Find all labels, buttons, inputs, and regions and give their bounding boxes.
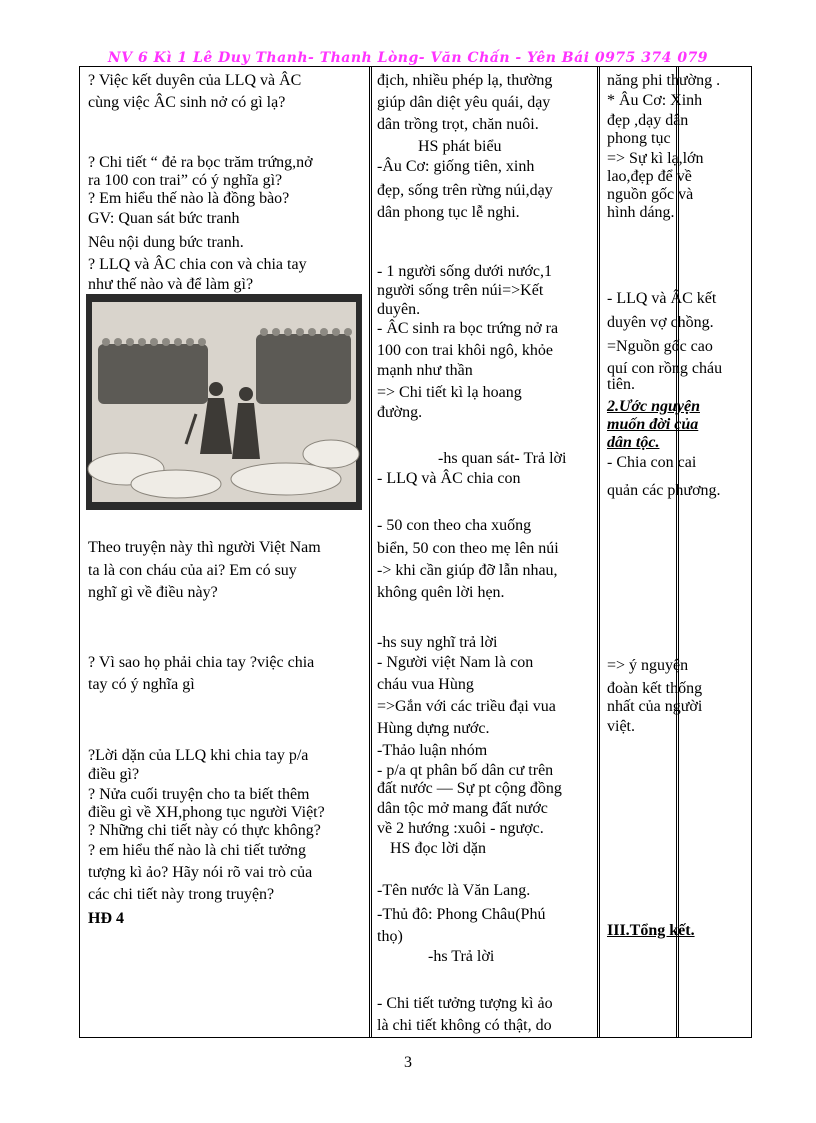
page-header: NV 6 Kì 1 Lê Duy Thanh- Thanh Lòng- Văn Chấn - Yên Bái 0975 374 079 [107, 50, 709, 66]
text-line: -Thủ đô: Phong Châu(Phú [377, 906, 546, 923]
text-line: là chi tiết không có thật, do [377, 1017, 552, 1034]
text-line: đoàn kết thống [607, 680, 703, 697]
text-line: duyên. [377, 301, 421, 318]
text-line: ta là con cháu của ai? Em có suy [88, 562, 297, 579]
text-line: - 1 người sống dưới nước,1 [377, 263, 552, 280]
text-line: Hùng dựng nước. [377, 720, 490, 737]
text-line: - Chia con cai [607, 454, 697, 471]
text-line: địch, nhiều phép lạ, thường [377, 72, 553, 89]
text-line: nguồn gốc và [607, 186, 694, 203]
text-line: -Âu Cơ: giống tiên, xinh [377, 158, 535, 175]
text-line: =>Gắn với các triều đại vua [377, 698, 556, 715]
text-line: hình dáng. [607, 204, 675, 221]
text-line: người sống trên núi=>Kết [377, 282, 544, 299]
text-line: -hs suy nghĩ trả lời [377, 634, 498, 651]
text-line: -> khi cần giúp đỡ lẫn nhau, [377, 562, 558, 579]
text-line: tiên. [607, 376, 635, 393]
text-line: cháu vua Hùng [377, 676, 474, 693]
text-line: -Tên nước là Văn Lang. [377, 882, 531, 899]
text-line: - p/a qt phân bố dân cư trên [377, 762, 554, 779]
text-line: => Sự kì lạ,lớn [607, 150, 704, 167]
text-line: năng phi thường . [607, 72, 721, 89]
text-line: ra 100 con trai” có ý nghĩa gì? [88, 172, 283, 189]
text-line: Theo truyện này thì người Việt Nam [88, 539, 321, 556]
text-line: - 50 con theo cha xuống [377, 517, 532, 534]
text-line: như thế nào và để làm gì? [88, 276, 254, 293]
text-line: thọ) [377, 928, 403, 945]
text-line: các chi tiết này trong truyện? [88, 886, 275, 903]
text-line: ? em hiểu thế nào là chi tiết tưởng [88, 842, 306, 859]
text-line: =Nguồn gốc cao [607, 338, 713, 355]
text-line: => ý nguyện [607, 657, 689, 674]
text-line: về 2 hướng :xuôi - ngược. [377, 820, 544, 837]
text-line: ? Những chi tiết này có thực không? [88, 822, 321, 839]
text-line: điều gì? [88, 766, 140, 783]
section-heading: 2.Ước nguyện [607, 398, 700, 415]
text-line: dân trồng trọt, chăn nuôi. [377, 116, 539, 133]
text-line: phong tục [607, 130, 671, 147]
text-line: điều gì về XH,phong tục người Việt? [88, 804, 325, 821]
text-line: dân tộc mở mang đất nước [377, 800, 548, 817]
text-line: => Chi tiết kì lạ hoang [377, 384, 522, 401]
section-label: HĐ 4 [88, 910, 124, 927]
text-line: -hs Trả lời [428, 948, 495, 965]
text-line: quí con rồng cháu [607, 360, 723, 377]
illustration-image [86, 294, 362, 510]
text-line: đường. [377, 404, 423, 421]
text-line: mạnh như thần [377, 362, 473, 379]
text-line: tay có ý nghĩa gì [88, 676, 195, 693]
text-line: duyên vợ chồng. [607, 314, 714, 331]
text-line: việt. [607, 718, 635, 735]
text-line: lao,đẹp để về [607, 168, 692, 185]
section-heading: dân tộc. [607, 434, 660, 451]
text-line: GV: Quan sát bức tranh [88, 210, 240, 227]
text-line: giúp dân diệt yêu quái, dạy [377, 94, 551, 111]
text-line: cùng việc ÂC sinh nở có gì lạ? [88, 94, 286, 111]
text-line: ? Việc kết duyên của LLQ và ÂC [88, 72, 302, 89]
text-line: tượng kì ảo? Hãy nói rõ vai trò của [88, 864, 313, 881]
text-line: không quên lời hẹn. [377, 584, 505, 601]
text-line: nhất của người [607, 698, 703, 715]
text-line: * Âu Cơ: Xinh [607, 92, 703, 109]
text-line: HS đọc lời dặn [390, 840, 487, 857]
text-line: ?Lời dặn của LLQ khi chia tay p/a [88, 747, 309, 764]
text-line: -Thảo luận nhóm [377, 742, 488, 759]
text-line: 100 con trai khôi ngô, khỏe [377, 342, 553, 359]
text-line: ? Vì sao họ phải chia tay ?việc chia [88, 654, 315, 671]
text-line: - Người việt Nam là con [377, 654, 534, 671]
text-line: ? LLQ và ÂC chia con và chia tay [88, 256, 307, 273]
column-divider [676, 67, 679, 1037]
text-line: Nêu nội dung bức tranh. [88, 234, 244, 251]
text-line: đẹp ,dạy dân [607, 112, 689, 129]
text-line: - ÂC sinh ra bọc trứng nở ra [377, 320, 559, 337]
text-line: nghĩ gì về điều này? [88, 584, 218, 601]
page-number: 3 [404, 1054, 412, 1071]
text-line: - Chi tiết tưởng tượng kì ảo [377, 995, 553, 1012]
text-line: đất nước — Sự pt cộng đồng [377, 780, 562, 797]
text-line: biển, 50 con theo mẹ lên núi [377, 540, 559, 557]
text-line: ? Chi tiết “ đẻ ra bọc trăm trứng,nở [88, 154, 313, 171]
column-divider [369, 67, 372, 1037]
text-line: dân phong tục lễ nghi. [377, 204, 520, 221]
text-line: ? Em hiểu thế nào là đồng bào? [88, 190, 290, 207]
text-line: ? Nửa cuối truyện cho ta biết thêm [88, 786, 310, 803]
column-divider [597, 67, 600, 1037]
text-line: - LLQ và ÂC kết [607, 290, 717, 307]
text-line: HS phát biểu [418, 138, 502, 155]
section-heading: muốn đời của [607, 416, 699, 433]
text-line: quản các phương. [607, 482, 721, 499]
text-line: - LLQ và ÂC chia con [377, 470, 521, 487]
text-line: đẹp, sống trên rừng núi,dạy [377, 182, 553, 199]
section-heading: III.Tổng kết. [607, 922, 695, 939]
text-line: -hs quan sát- Trả lời [438, 450, 567, 467]
